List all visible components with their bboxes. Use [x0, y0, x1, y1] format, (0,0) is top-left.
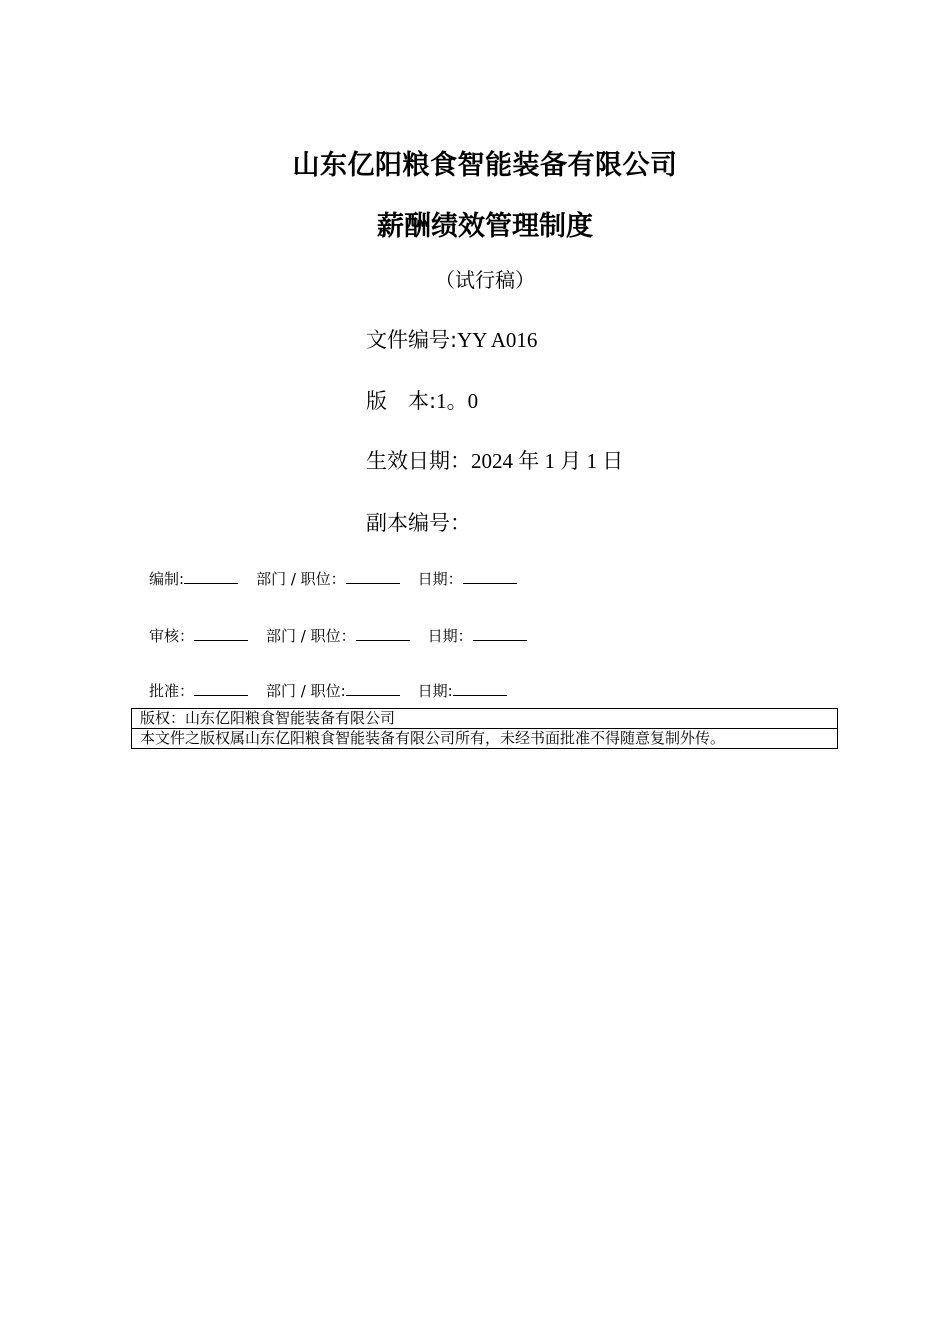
- version-value: 1。0: [436, 389, 479, 413]
- signoff-row-reviewed: [149, 625, 545, 646]
- reviewed-dept-blank: [356, 628, 410, 641]
- reviewed-date-blank: [473, 628, 527, 641]
- signoff-row-prepared: [149, 568, 535, 589]
- approved-date-blank: [453, 683, 507, 696]
- copy-number-label: 副本编号：: [366, 511, 471, 535]
- copyright-box: [131, 708, 838, 749]
- copy-number-line: [366, 507, 471, 537]
- prepared-dept-blank: [346, 571, 400, 584]
- approved-label: 批准：: [149, 682, 195, 700]
- version-label: 版 本:: [366, 389, 437, 413]
- reviewed-blank: [194, 628, 248, 641]
- approved-dept-blank: [346, 683, 400, 696]
- effective-date-line: [366, 445, 623, 475]
- file-number-label: 文件编号:: [366, 328, 458, 352]
- prepared-dept-label: 部门 / 职位：: [256, 570, 346, 588]
- approved-date-label: 日期:: [417, 682, 453, 700]
- reviewed-date-label: 日期：: [427, 627, 473, 645]
- effective-date-value: 2024 年 1 月 1 日: [471, 449, 624, 473]
- prepared-date-blank: [463, 571, 517, 584]
- approved-blank: [194, 683, 248, 696]
- reviewed-dept-label: 部门 / 职位：: [266, 627, 356, 645]
- copyright-notice: 本文件之版权属山东亿阳粮食智能装备有限公司所有，未经书面批准不得随意复制外传。: [132, 728, 837, 748]
- prepared-date-label: 日期：: [417, 570, 463, 588]
- prepared-label: 编制:: [149, 570, 185, 588]
- effective-date-label: 生效日期：: [366, 449, 471, 473]
- company-name: 山东亿阳粮食智能装备有限公司: [292, 150, 678, 181]
- file-number-line: [366, 324, 537, 354]
- approved-dept-label: 部门 / 职位:: [266, 682, 346, 700]
- version-line: [366, 385, 478, 415]
- signoff-row-approved: [149, 680, 525, 701]
- file-number-value: YY A016: [457, 328, 538, 352]
- draft-note: （试行稿）: [435, 268, 535, 292]
- reviewed-label: 审核：: [149, 627, 195, 645]
- prepared-blank: [184, 571, 238, 584]
- copyright-owner: 版权：山东亿阳粮食智能装备有限公司: [140, 709, 396, 727]
- document-title: 薪酬绩效管理制度: [377, 211, 593, 242]
